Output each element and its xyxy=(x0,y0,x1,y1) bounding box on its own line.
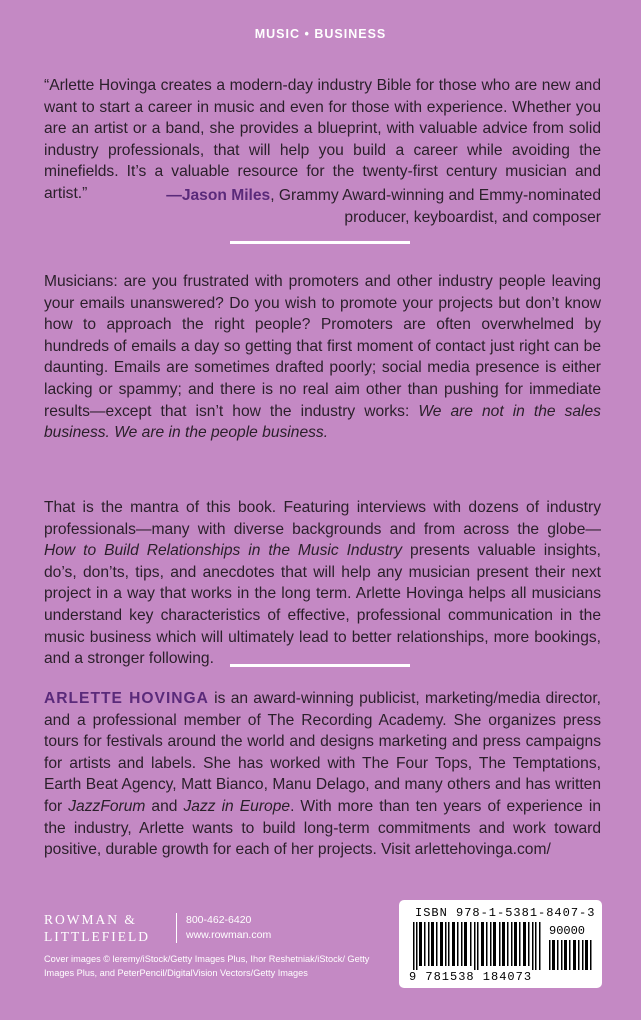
bio-and: and xyxy=(145,797,184,815)
cover-image-credits: Cover images © leremy/iStock/Getty Images Plus, Ihor Reshetniak/iStock/ Getty Images Plus, and PeterPencil/DigitalVision Vectors/Getty Images xyxy=(44,954,370,978)
endorser-title-line2: producer, keyboardist, and composer xyxy=(344,208,601,226)
bio-publication-1: JazzForum xyxy=(68,797,146,815)
bio-publication-2: Jazz in Europe xyxy=(183,797,291,815)
endorsement-attribution xyxy=(44,185,601,228)
endorser-name: Jason Miles xyxy=(181,187,271,204)
divider-1 xyxy=(230,241,410,244)
publisher-phone: 800-462-6420 xyxy=(186,914,252,926)
publisher-website: www.rowman.com xyxy=(186,929,272,941)
category-label: MUSIC • BUSINESS xyxy=(254,27,387,41)
publisher-logo xyxy=(44,911,172,945)
isbn-text: ISBN 978-1-5381-8407-3 xyxy=(415,906,596,920)
endorsement-text: “Arlette Hovinga creates a modern-day industry Bible for those who are new and want to start a career in music and even for those with experience. Whether you are an artist or a band, she provides a blueprint, with valuable advice from solid industry professionals, that will help you build a career while avoiding the minefields. It’s a valuable resource for the twenty-first century musician and artist.” xyxy=(44,77,601,202)
publisher-line-2: LITTLEFIELD xyxy=(44,929,150,944)
barcode-box xyxy=(399,900,602,988)
bio-text-1: is an award-winning publicist, marketing/media director, and a professional member of The Recording Academy. She organizes press tours for festivals around the world and designs marketing and press campaigns for artists and labels. She has worked with The Four Tops, The Temptations, Earth Beat Agency, Matt Bianco, Manu Delago, and many others and has written for xyxy=(44,690,601,815)
barcode-number: 9 781538 184073 xyxy=(409,970,533,984)
description-p1-italic: We are not in the sales business. We are in the people business. xyxy=(44,402,601,442)
book-title: How to Build Relationships in the Music Industry xyxy=(44,542,403,560)
endorser-title-line1: , Grammy Award-winning and Emmy-nominated xyxy=(270,187,601,204)
price-code: 90000 xyxy=(549,924,586,938)
description-paragraph-1 xyxy=(44,271,601,444)
author-name: ARLETTE HOVINGA xyxy=(44,690,209,707)
divider-2 xyxy=(230,664,410,667)
publisher-contact xyxy=(186,913,271,943)
description-p2-before: That is the mantra of this book. Featuring interviews with dozens of industry professionals—many with diverse backgrounds and from across the globe— xyxy=(44,499,601,538)
endorser-dash: — xyxy=(166,187,182,204)
description-paragraph-2 xyxy=(44,497,601,670)
description-p2-after: presents valuable insights, do’s, don’ts, tips, and anecdotes that will help any musician present their next project in a way that works in the long term. Arlette Hovinga helps all musicians understand key characteristics of effective, professional communication in the music business which will ultimately lead to better relationships, more bookings, and a stronger following. xyxy=(44,542,601,668)
description-p1-text: Musicians: are you frustrated with promoters and other industry people leaving your emails unanswered? Do you wish to promote your projects but don’t know how to approach the right people? Promoters are often overwhelmed by hundreds of emails a day so getting that first moment of contact just right can be daunting. Emails are sometimes drafted poorly; social media presence is either lacking or spammy; and there is no real aim other than pushing for immediate results—except that isn’t how the industry works: xyxy=(44,273,601,420)
publisher-line-1: ROWMAN & xyxy=(44,912,137,927)
price-barcode xyxy=(549,940,594,970)
author-bio xyxy=(44,688,601,861)
ean-barcode xyxy=(413,922,543,970)
publisher-divider xyxy=(176,913,177,943)
bio-text-2: . With more than ten years of experience in the industry, Arlette wants to build long-term commitments and work toward positive, durable growth for each of her projects. Visit arlettehovinga.com/ xyxy=(44,797,602,859)
